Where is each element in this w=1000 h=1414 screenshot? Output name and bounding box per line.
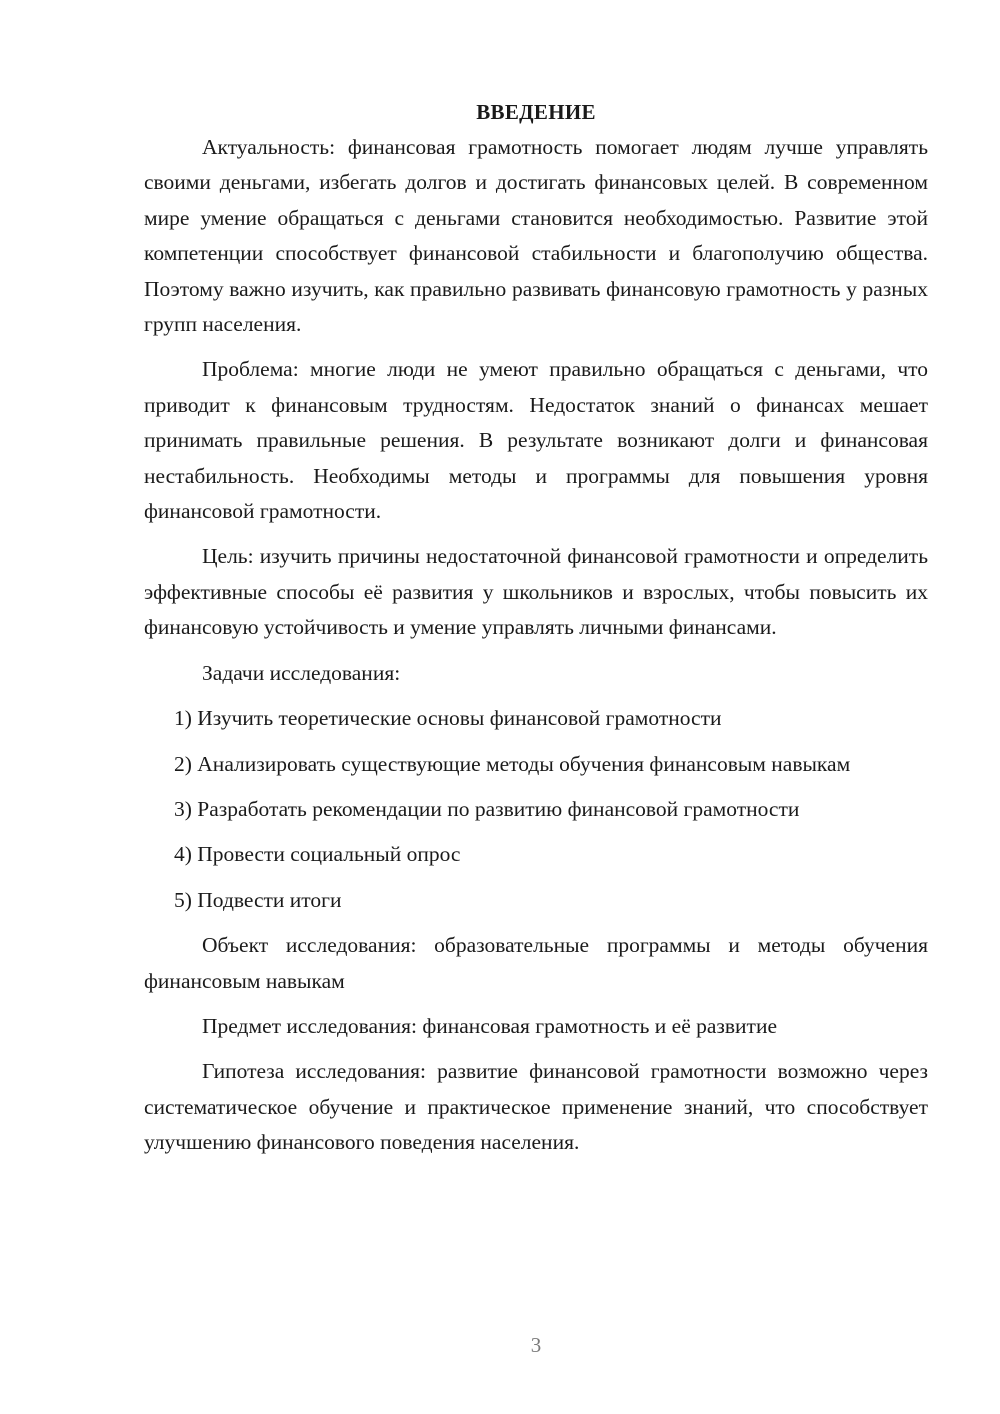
paragraph-problem: Проблема: многие люди не умеют правильно обращаться с деньгами, что приводит к финансовым трудностям. Недостаток знаний о финансах мешает принимать правильные решения. В результате возникают долги и финансовая нестабильность. Необходимы методы и программы для повышения уровня финансовой грамотности.	[144, 357, 928, 524]
task-item-4: 4) Провести социальный опрос	[174, 842, 461, 867]
page-number: 3	[530, 1333, 542, 1357]
task-item-3: 3) Разработать рекомендации по развитию финансовой грамотности	[174, 796, 800, 821]
paragraph-subject: Предмет исследования: финансовая грамотность и её развитие	[202, 1013, 777, 1038]
page-content	[144, 95, 928, 1171]
task-item-1: 1) Изучить теоретические основы финансовой грамотности	[174, 706, 722, 731]
paragraph-object: Объект исследования: образовательные программы и методы обучения финансовым навыкам	[144, 933, 928, 993]
page-title: ВВЕДЕНИЕ	[476, 100, 596, 124]
task-item-5: 5) Подвести итоги	[174, 887, 342, 912]
paragraph-goal: Цель: изучить причины недостаточной финансовой грамотности и определить эффективные способы её развития у школьников и взрослых, чтобы повысить их финансовую устойчивость и умение управлять личными финансами.	[144, 544, 928, 640]
paragraph-hypothesis: Гипотеза исследования: развитие финансовой грамотности возможно через систематическое обучение и практическое применение знаний, что способствует улучшению финансового поведения населения.	[144, 1059, 928, 1155]
paragraph-relevance: Актуальность: финансовая грамотность помогает людям лучше управлять своими деньгами, избегать долгов и достигать финансовых целей. В современном мире умение обращаться с деньгами становится необходимостью. Развитие этой компетенции способствует финансовой стабильности и благополучию общества. Поэтому важно изучить, как правильно развивать финансовую грамотность у разных групп населения.	[144, 135, 928, 337]
task-item-2: 2) Анализировать существующие методы обучения финансовым навыкам	[174, 751, 851, 776]
tasks-heading: Задачи исследования:	[202, 660, 401, 685]
